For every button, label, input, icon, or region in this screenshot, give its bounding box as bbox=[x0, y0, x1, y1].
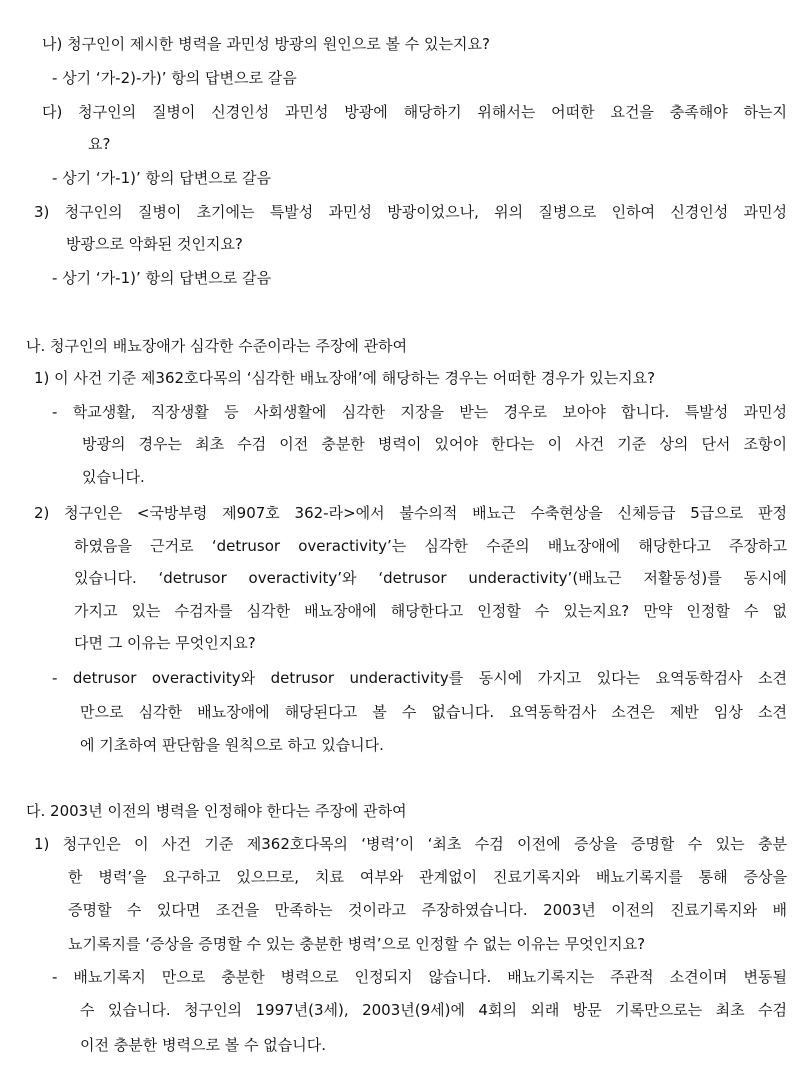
answer-line: - 상기 ‘가-1)’ 항의 답변으로 갈음 bbox=[52, 169, 271, 187]
answer-line-continued: 에 기초하여 판단함을 원칙으로 하고 있습니다. bbox=[80, 736, 384, 754]
answer-line-continued: 이전 충분한 병력으로 볼 수 없습니다. bbox=[80, 1036, 326, 1054]
question-line: 1) 이 사건 기준 제362호다목의 ‘심각한 배뇨장애’에 해당하는 경우는 어떠한 경우가 있는지요? bbox=[34, 369, 656, 387]
question-line-continued: 방광으로 악화된 것인지요? bbox=[66, 235, 243, 253]
answer-line-continued: 만으로 심각한 배뇨장애에 해당된다고 볼 수 없습니다. 요역동학검사 소견은 제반 임상 소견 bbox=[80, 703, 787, 721]
question-line-continued: 있습니다. ‘detrusor overactivity’와 ‘detrusor underactivity’(배뇨근 저활동성)를 동시에 bbox=[74, 569, 787, 587]
question-line-continued: 하였음을 근거로 ‘detrusor overactivity’는 심각한 수준의 배뇨장애에 해당한다고 주장하고 bbox=[74, 537, 787, 555]
question-line-continued: 요? bbox=[88, 135, 111, 153]
answer-line: - 상기 ‘가-1)’ 항의 답변으로 갈음 bbox=[52, 269, 271, 287]
question-line: 1) 청구인은 이 사건 기준 제362호다목의 ‘병력’이 ‘최초 수검 이전에 증상을 증명할 수 있는 충분 bbox=[34, 835, 787, 853]
section-heading: 나. 청구인의 배뇨장애가 심각한 수준이라는 주장에 관하여 bbox=[26, 337, 408, 355]
answer-line-continued: 방광의 경우는 최초 수검 이전 충분한 병력이 있어야 한다는 이 사건 기준 상의 단서 조항이 bbox=[82, 435, 787, 453]
question-line: 나) 청구인이 제시한 병력을 과민성 방광의 원인으로 볼 수 있는지요? bbox=[42, 35, 490, 53]
answer-line: - 배뇨기록지 만으로 충분한 병력으로 인정되지 않습니다. 배뇨기록지는 주관적 소견이며 변동될 bbox=[52, 968, 787, 986]
question-line: 3) 청구인의 질병이 초기에는 특발성 과민성 방광이었으나, 위의 질병으로 인하여 신경인성 과민성 bbox=[34, 203, 787, 221]
answer-line: - detrusor overactivity와 detrusor underactivity를 동시에 가지고 있다는 요역동학검사 소견 bbox=[52, 669, 787, 687]
question-line-continued: 다면 그 이유는 무엇인지요? bbox=[74, 634, 256, 652]
answer-line: - 학교생활, 직장생활 등 사회생활에 심각한 지장을 받는 경우로 보아야 합니다. 특발성 과민성 bbox=[52, 403, 787, 421]
question-line: 2) 청구인은 <국방부령 제907호 362-라>에서 불수의적 배뇨근 수축현상을 신체등급 5급으로 판정 bbox=[34, 504, 787, 522]
section-heading: 다. 2003년 이전의 병력을 인정해야 한다는 주장에 관하여 bbox=[26, 802, 407, 820]
question-line: 다) 청구인의 질병이 신경인성 과민성 방광에 해당하기 위해서는 어떠한 요건을 충족해야 하는지 bbox=[42, 103, 787, 121]
question-line-continued: 뇨기록지를 ‘증상을 증명할 수 있는 충분한 병력’으로 인정할 수 없는 이유는 무엇인지요? bbox=[68, 935, 646, 953]
question-line-continued: 증명할 수 있다면 조건을 만족하는 것이라고 주장하였습니다. 2003년 이전의 진료기록지와 배 bbox=[68, 901, 787, 919]
answer-line: - 상기 ‘가-2)-가)’ 항의 답변으로 갈음 bbox=[52, 69, 297, 87]
question-line-continued: 가지고 있는 수검자를 심각한 배뇨장애에 해당한다고 인정할 수 있는지요? 만약 인정할 수 없 bbox=[74, 602, 787, 620]
question-line-continued: 한 병력’을 요구하고 있으므로, 치료 여부와 관계없이 진료기록지와 배뇨기록지를 통해 증상을 bbox=[68, 868, 787, 886]
answer-line-continued: 수 있습니다. 청구인의 1997년(3세), 2003년(9세)에 4회의 외래 방문 기록만으로는 최초 수검 bbox=[80, 1001, 787, 1019]
answer-line-continued: 있습니다. bbox=[82, 468, 145, 486]
